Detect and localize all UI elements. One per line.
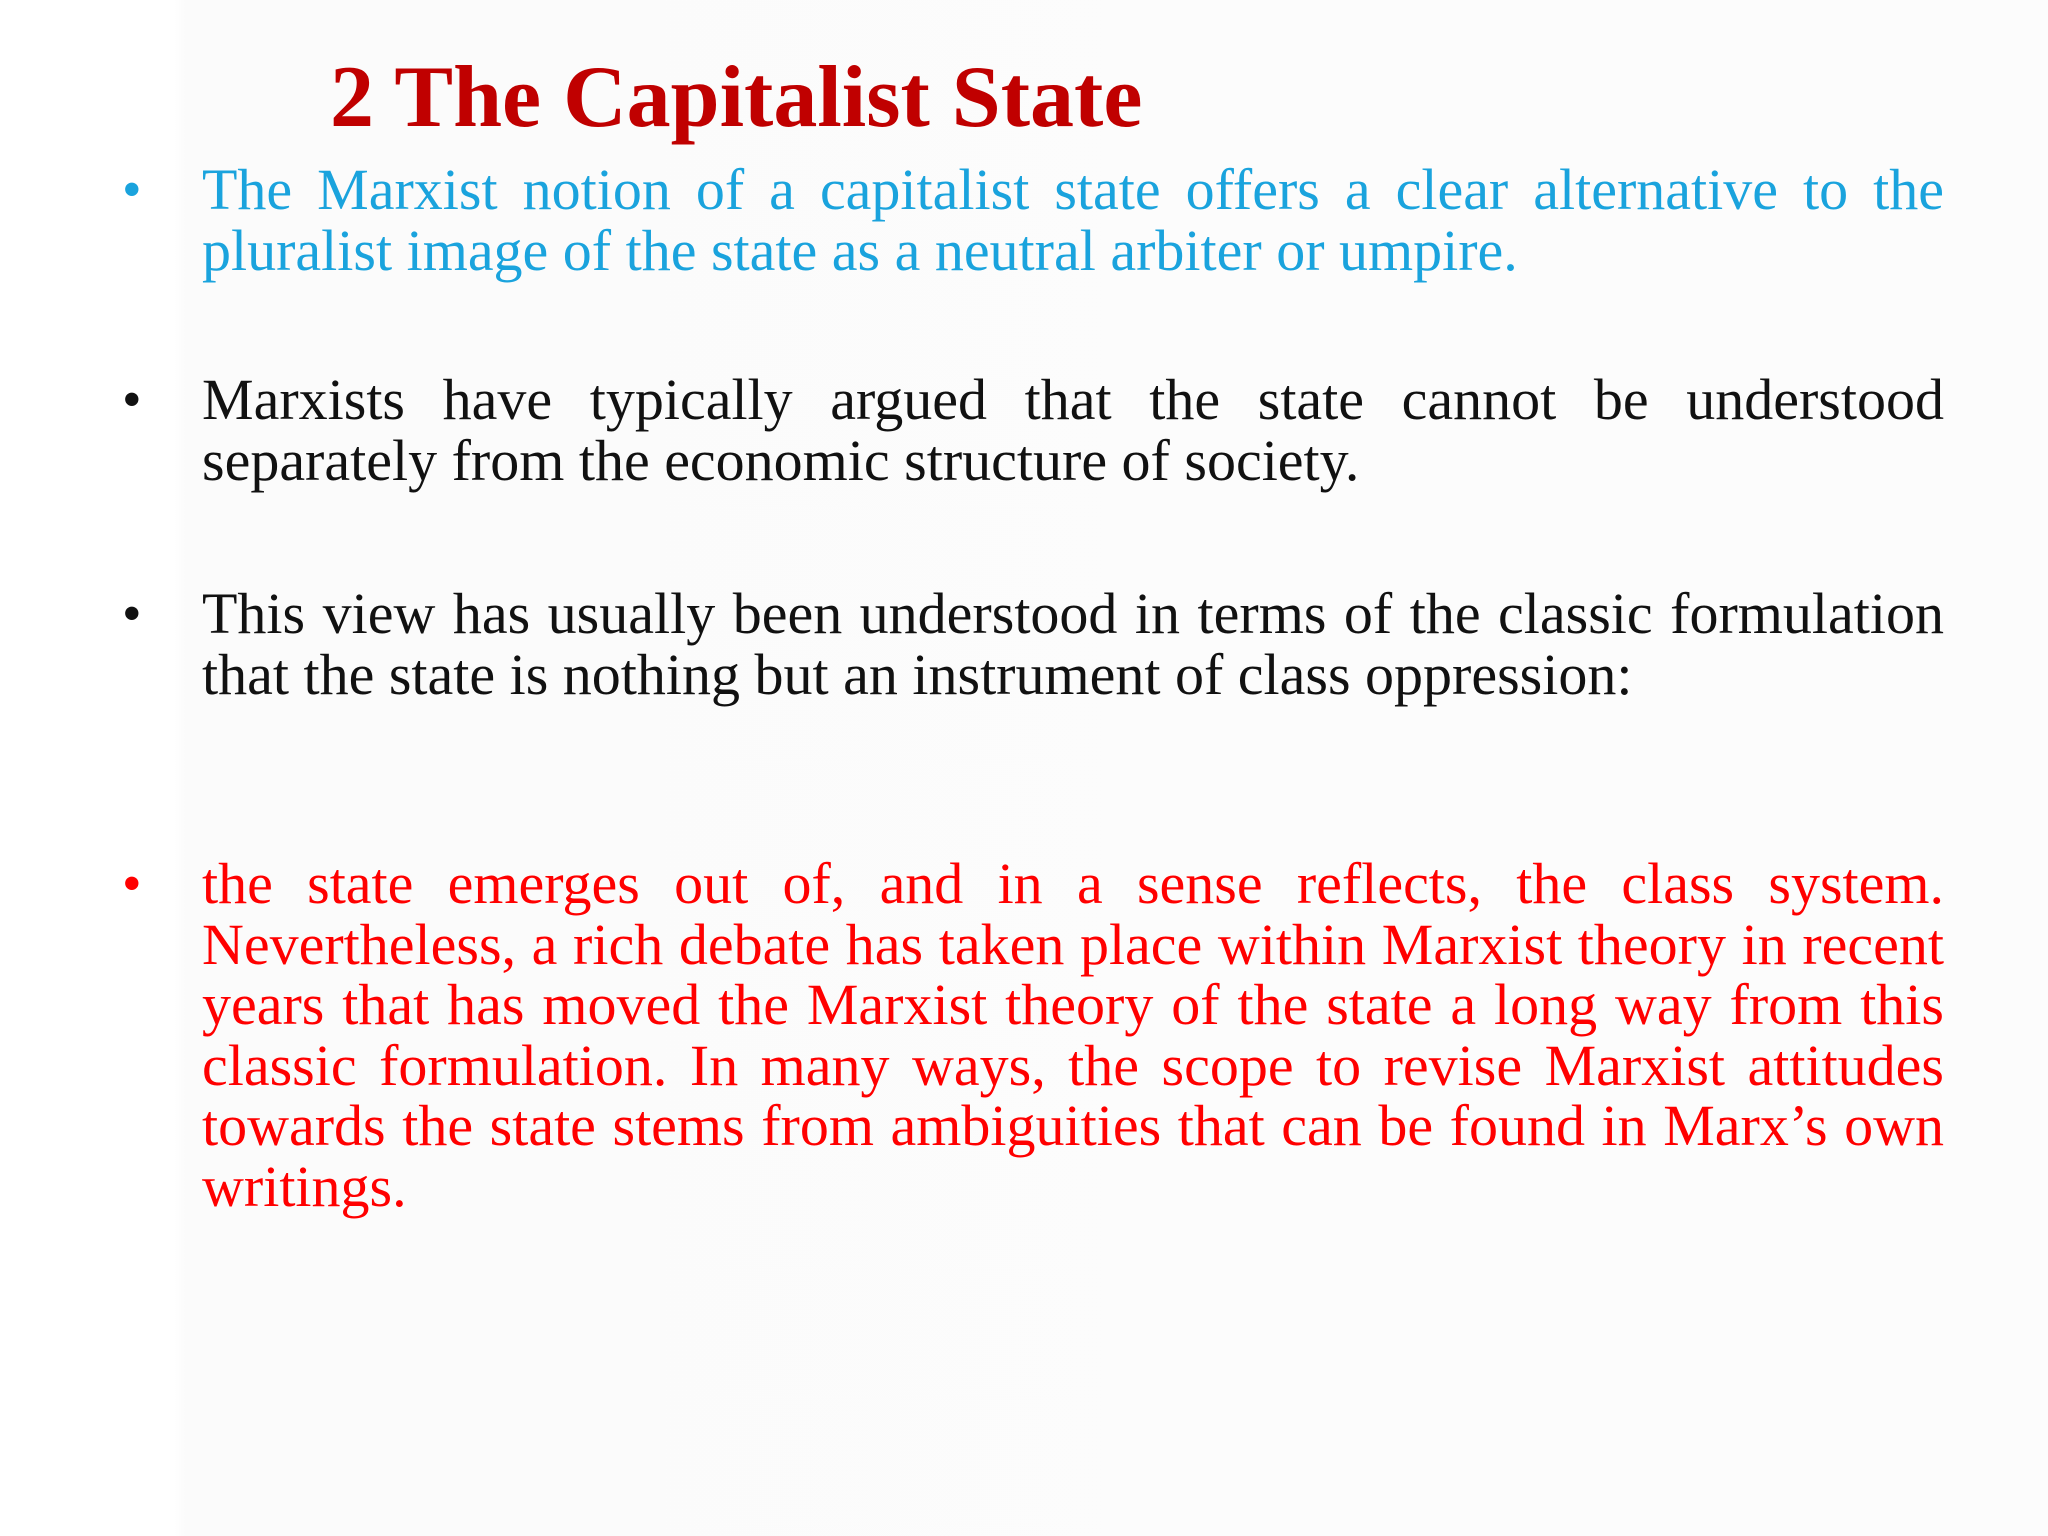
bullet-text: the state emerges out of, and in a sense reflects, the class system. Nevertheless, a rich debate has taken place within Marxist theory in recent years that has moved the Marxist theory of the state a long way from this classic formulation. In many ways, the scope to revise Marxist attitudes towards the state stems from ambiguities that can be found in Marx’s own writings. (202, 851, 1944, 1219)
bullet-text: Marxists have typically argued that the state cannot be understood separately from the economic structure of society. (202, 367, 1944, 493)
bullet-marker: • (122, 583, 142, 645)
bullet-marker: • (122, 853, 142, 915)
slide-title: 2 The Capitalist State (330, 49, 1143, 146)
bullet-text: The Marxist notion of a capitalist state offers a clear alternative to the pluralist image of the state as a neutral arbiter or umpire. (202, 157, 1944, 283)
bullet-marker: • (122, 159, 142, 221)
bullet-text: This view has usually been understood in terms of the classic formulation that the state is nothing but an instrument of class oppression: (202, 581, 1944, 707)
bullet-marker: • (122, 369, 142, 431)
